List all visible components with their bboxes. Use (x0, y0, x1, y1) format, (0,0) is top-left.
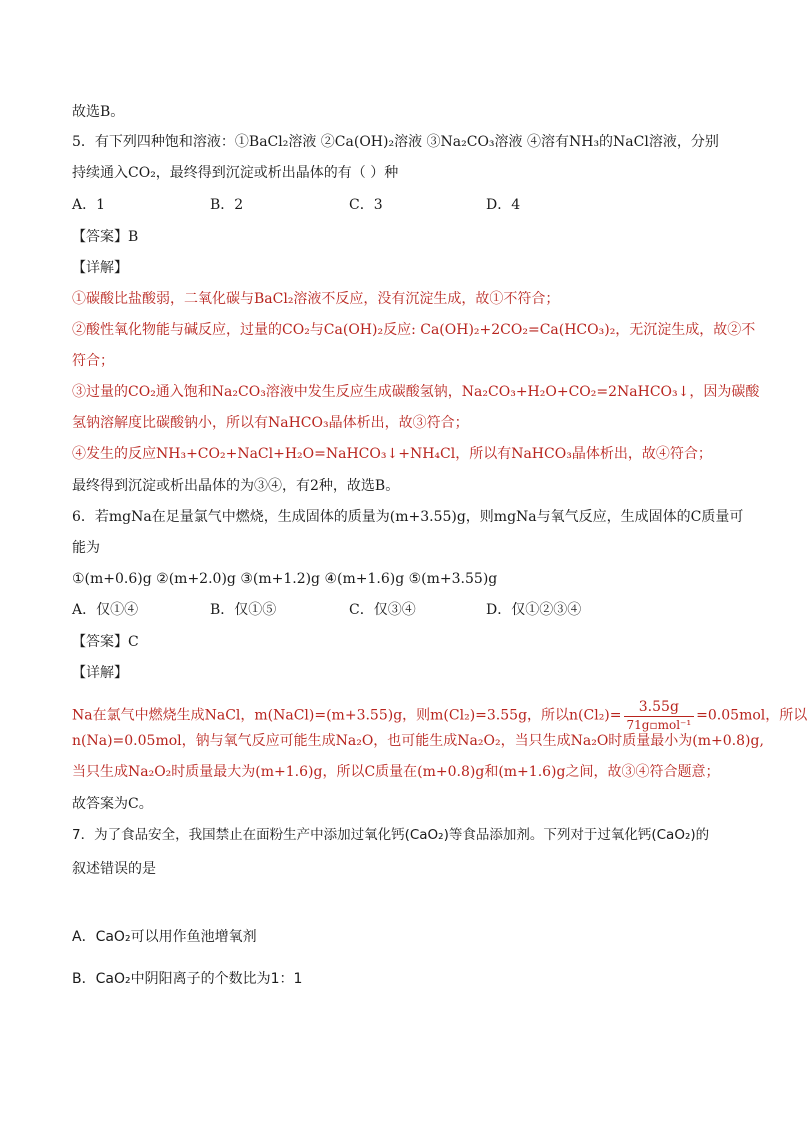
q6-fraction-numerator: 3.55g (624, 698, 695, 717)
q6-option-d: D．仅①②③④ (486, 602, 582, 618)
q5-stem-line2: 持续通入CO₂，最终得到沉淀或析出晶体的有（ ）种 (72, 165, 399, 181)
q5-option-b: B．2 (210, 197, 244, 213)
q6-option-a: A．仅①④ (72, 602, 139, 618)
q6-option-c: C．仅③④ (349, 602, 416, 618)
q5-explain-3: 符合； (72, 353, 114, 369)
q6-conclusion: 故答案为C。 (72, 796, 153, 812)
q6-explain-part-a: Na在氯气中燃烧生成NaCl，m(NaCl)=(m+3.55)g，则m(Cl₂)=3.55g，所以n(Cl₂)= (72, 707, 622, 724)
q5-option-d: D．4 (486, 197, 521, 213)
q5-explain-4: ③过量的CO₂通入饱和Na₂CO₃溶液中发生反应生成碳酸氢钠，Na₂CO₃+H₂O+CO₂=2NaHCO₃↓，因为碳酸 (72, 384, 760, 400)
q5-explain-5: 氢钠溶解度比碳酸钠小，所以有NaHCO₃晶体析出，故③符合； (72, 415, 469, 431)
q7-stem-line1: 7．为了食品安全，我国禁止在面粉生产中添加过氧化钙(CaO₂)等食品添加剂。下列对于过氧化钙(CaO₂)的 (72, 827, 710, 843)
q6-explain-1: n(Na)=0.05mol，钠与氧气反应可能生成Na₂O，也可能生成Na₂O₂，当只生成Na₂O时质量最小为(m+0.8)g, (72, 733, 764, 749)
q6-answer: 【答案】C (72, 634, 139, 650)
q5-stem-line1: 5．有下列四种饱和溶液：①BaCl₂溶液 ②Ca(OH)₂溶液 ③Na₂CO₃溶液 ④溶有NH₃的NaCl溶液，分别 (72, 134, 719, 150)
q7-stem-line2: 叙述错误的是 (72, 861, 156, 877)
q5-option-a: A．1 (72, 197, 106, 213)
q4-conclusion: 故选B。 (72, 104, 125, 120)
q6-explain-part-b: =0.05mol，所以 (696, 707, 807, 724)
q7-option-b: B．CaO₂中阴阳离子的个数比为1：1 (72, 971, 303, 987)
q5-answer: 【答案】B (72, 229, 139, 245)
q7-option-a: A．CaO₂可以用作鱼池增氧剂 (72, 929, 257, 945)
q5-explain-6: ④发生的反应NH₃+CO₂+NaCl+H₂O=NaHCO₃↓+NH₄Cl，所以有NaHCO₃晶体析出，故④符合； (72, 446, 712, 462)
q5-conclusion: 最终得到沉淀或析出晶体的为③④，有2种，故选B。 (72, 478, 400, 494)
q5-option-c: C．3 (349, 197, 383, 213)
q6-fraction (624, 698, 695, 733)
q6-detail-heading: 【详解】 (72, 665, 128, 681)
q6-choices: ①(m+0.6)g ②(m+2.0)g ③(m+1.2)g ④(m+1.6)g ⑤(m+3.55)g (72, 571, 498, 587)
q6-explain-2: 当只生成Na₂O₂时质量最大为(m+1.6)g，所以C质量在(m+0.8)g和(m+1.6)g之间，故③④符合题意； (72, 764, 720, 780)
q6-stem-line2: 能为 (72, 540, 100, 556)
q6-option-b: B．仅①⑤ (210, 602, 277, 618)
q5-detail-heading: 【详解】 (72, 260, 128, 276)
q6-explain-formula-line (72, 698, 807, 733)
q5-explain-1: ①碳酸比盐酸弱，二氧化碳与BaCl₂溶液不反应，没有沉淀生成，故①不符合； (72, 291, 560, 307)
q6-fraction-denominator: 71g▫mol⁻¹ (626, 718, 692, 732)
q5-explain-2: ②酸性氧化物能与碱反应，过量的CO₂与Ca(OH)₂反应: Ca(OH)₂+2CO₂=Ca(HCO₃)₂，无沉淀生成，故②不 (72, 322, 756, 338)
q6-stem-line1: 6．若mgNa在足量氯气中燃烧，生成固体的质量为(m+3.55)g，则mgNa与氧气反应，生成固体的C质量可 (72, 509, 744, 525)
